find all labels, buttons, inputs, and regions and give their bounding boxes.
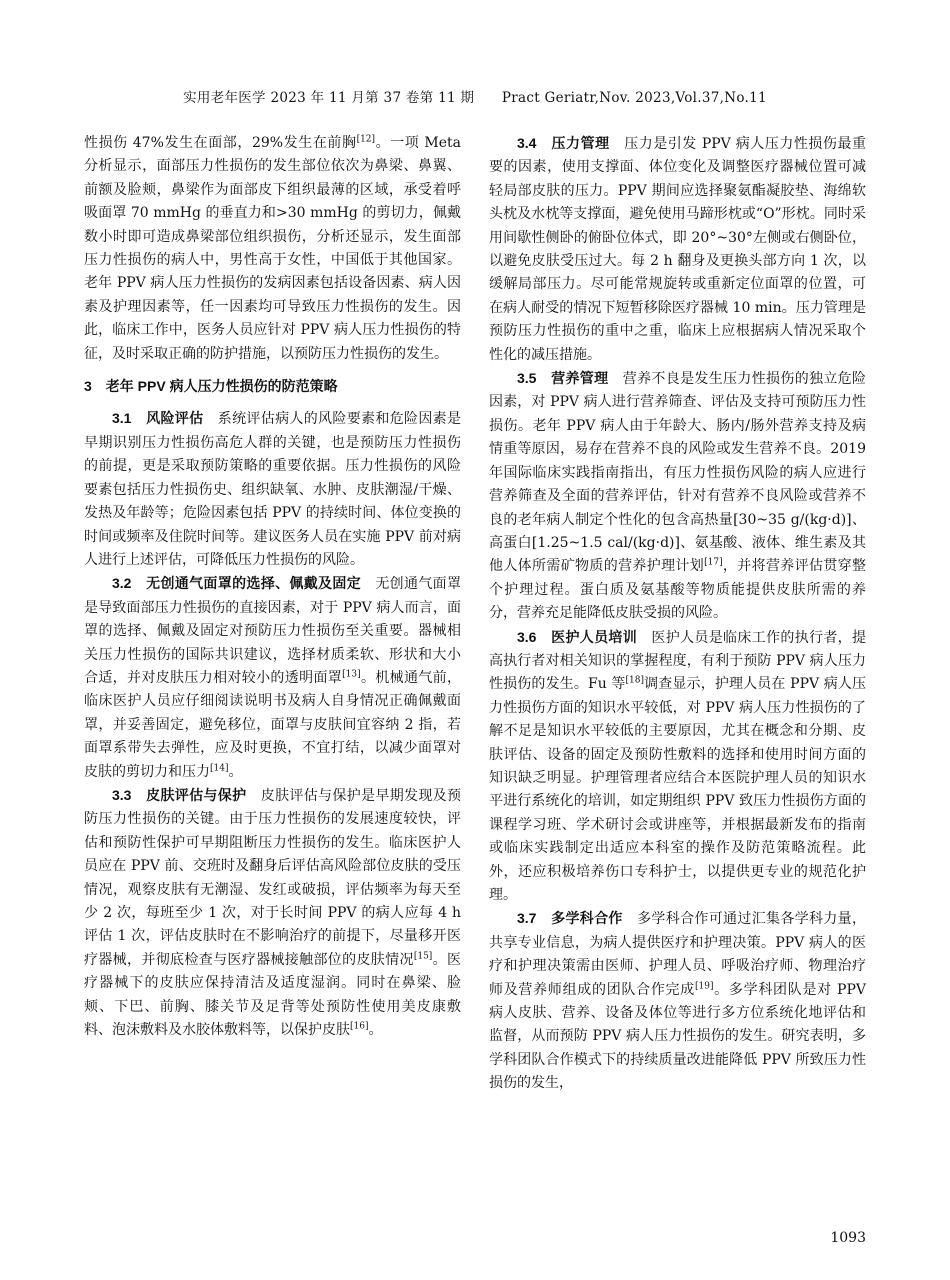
section-paragraph: 3.4 压力管理 压力是引发 PPV 病人压力性损伤最重要的因素，使用支撑面、体位变化及调整医疗器械位置可减轻局部皮肤的压力。PPV 期间应选择聚氨酯凝胶垫、海绵软头枕及水枕等支撑面，避免使用马蹄形枕或“O”形枕。同时采用间歇性侧卧的俯卧位体式，即 20°~30°左侧或右侧卧位，以避免皮肤受压过大。每 2 h 翻身及更换头部方向 1 次，以缓解局部压力。尽可能常规旋转或重新定位面罩的位置，可在病人耐受的情况下短暂移除医疗器械 10 min。压力管理是预防压力性损伤的重中之重，临床上应根据病人情况采取个性化的减压措施。 — [489, 135, 866, 363]
section-label: 3.5 营养管理 — [517, 370, 623, 387]
left-column — [84, 132, 461, 1096]
section-paragraph: 3.1 风险评估 系统评估病人的风险要素和危险因素是早期识别压力性损伤高危人群的关键，也是预防压力性损伤的前提，更是采取预防策略的重要依据。压力性损伤的风险要素包括压力性损伤史、组织缺氧、水肿、皮肤潮湿/干燥、发热及年龄等；危险因素包括 PPV 的持续时间、体位变换的时间或频率及住院时间等。建议医务人员在实施 PPV 前对病人进行上述评估，可降低压力性损伤的风险。 — [84, 410, 462, 568]
body-paragraph: 性损伤 47%发生在面部，29%发生在前胸[12]。一项 Meta 分析显示，面部压力性损伤的发生部位依次为鼻梁、鼻翼、前额及脸颊，鼻梁作为面部皮下组织最薄的区域，承受着呼吸面罩 70 mmHg 的垂直力和>30 mmHg 的剪切力，佩戴数小时即可造成鼻梁部位组织损伤，分析还显示，发生面部压力性损伤的病人中，男性高于女性，中国低于其他国家。老年 PPV 病人压力性损伤的发病因素包括设备因素、病人因素及护理因素等，任一因素均可导致压力性损伤的发生。因此，临床工作中，医务人员应针对 PPV 病人压力性损伤的特征，及时采取正确的防护措施，以预防压力性损伤的发生。 — [84, 134, 461, 362]
reference-marker: [17] — [704, 557, 723, 568]
section-heading: 3 老年 PPV 病人压力性损伤的防范策略 — [84, 378, 338, 395]
section-label: 3.7 多学科合作 — [517, 910, 638, 927]
section-label: 3.1 风险评估 — [112, 410, 218, 427]
journal-header-line: 实用老年医学 2023 年 11 月第 37 卷第 11 期 Pract Geriatr,Nov. 2023,Vol.37,No.11 — [183, 90, 767, 106]
reference-marker: [13] — [342, 669, 361, 680]
section-paragraph: 3.5 营养管理 营养不良是发生压力性损伤的独立危险因素，对 PPV 病人进行营养筛查、评估及支持可预防压力性损伤。老年 PPV 病人由于年龄大、肠内/肠外营养支持及病情重等原因，易存在营养不良的风险或发生营养不良。2019 年国际临床实践指南指出，有压力性损伤风险的病人应进行营养筛查及全面的营养评估，针对有营养不良风险或营养不良的老年病人制定个性化的包含高热量[30~35 g/(kg·d)]、高蛋白[1.25~1.5 cal/(kg·d)]、氨基酸、液体、维生素及其他人体所需矿物质的营养护理计划[17]，并将营养评估贯穿整个护理过程。蛋白质及氨基酸等物质能提供皮肤所需的养分，营养充足能降低皮肤受损的风险。 — [489, 370, 867, 622]
section-paragraph: 3.7 多学科合作 多学科合作可通过汇集各学科力量，共享专业信息，为病人提供医疗和护理决策。PPV 病人的医疗和护理决策需由医师、护理人员、呼吸治疗师、物理治疗师及营养师组成的团队合作完成[19]。多学科团队是对 PPV 病人皮肤、营养、设备及体位等进行多方位系统化地评估和监督，从而预防 PPV 病人压力性损伤的发生。研究表明，多学科团队合作模式下的持续质量改进能降低 PPV 所致压力性损伤的发生， — [489, 910, 867, 1092]
reference-marker: [15] — [413, 951, 433, 962]
section-label: 3.2 无创通气面罩的选择、佩戴及固定 — [112, 575, 376, 592]
reference-marker: [19] — [694, 980, 714, 991]
reference-marker: [18] — [625, 675, 644, 686]
section-paragraph: 3.3 皮肤评估与保护 皮肤评估与保护是早期发现及预防压力性损伤的关键。由于压力性损伤的发展速度较快，评估和预防性保护可早期阻断压力性损伤的发生。临床医护人员应在 PPV 前、交班时及翻身后评估高风险部位皮肤的受压情况，观察皮肤有无潮湿、发红或破损，评估频率为每天至少 2 次，每班至少 1 次，对于长时间 PPV 的病人应每 4 h 评估 1 次，评估皮肤时在不影响治疗的前提下，尽量移开医疗器械，并彻底检查与医疗器械接触部位的皮肤情况[15]。医疗器械下的皮肤应保持清洁及适度湿润。同时在鼻梁、脸颊、下巴、前胸、膝关节及足背等处预防性使用美皮康敷料、泡沫敷料及水胶体敷料等，以保护皮肤[16]。 — [84, 786, 462, 1039]
section-label: 3.4 压力管理 — [517, 135, 625, 151]
reference-marker: [16] — [350, 1021, 369, 1032]
reference-marker: [12] — [356, 134, 376, 145]
article-body — [84, 132, 866, 1096]
reference-marker: [14] — [210, 762, 229, 773]
right-column — [489, 132, 866, 1096]
section-label: 3.6 医护人员培训 — [517, 628, 652, 645]
section-label: 3.3 皮肤评估与保护 — [112, 786, 261, 803]
section-paragraph: 3.6 医护人员培训 医护人员是临床工作的执行者，提高执行者对相关知识的掌握程度，有利于预防 PPV 病人压力性损伤的发生。Fu 等[18]调查显示，护理人员在 PPV 病人压力性损伤方面的知识水平较低，对 PPV 病人压力性损伤的了解不足是知识水平较低的主要原因，尤其在概念和分期、皮肤评估、设备的固定及预防性敷料的选择和使用时间方面的知识缺乏明显。护理管理者应结合本医院护理人员的知识水平进行系统化的培训，如定期组织 PPV 致压力性损伤方面的课程学习班、学术研讨会或讲座等，并根据最新发布的指南或临床实践制定出适应本科室的操作及防范策略流程。此外，还应积极培养伤口专科护士，以提供更专业的规范化护理。 — [489, 628, 867, 903]
section-paragraph: 3.2 无创通气面罩的选择、佩戴及固定 无创通气面罩是导致面部压力性损伤的直接因素，对于 PPV 病人而言，面罩的选择、佩戴及固定对预防压力性损伤至关重要。器械相关压力性损伤的国际共识建议，选择材质柔软、形状和大小合适，并对皮肤压力相对较小的透明面罩[13]。机械通气前，临床医护人员应仔细阅读说明书及病人自身情况正确佩戴面罩，并妥善固定，避免移位，面罩与皮肤间宜容纳 2 指，若面罩系带失去弹性，应及时更换，不宜打结，以减少面罩对皮肤的剪切力和压力[14]。 — [84, 575, 462, 780]
page-number: 1093 — [830, 1230, 866, 1246]
